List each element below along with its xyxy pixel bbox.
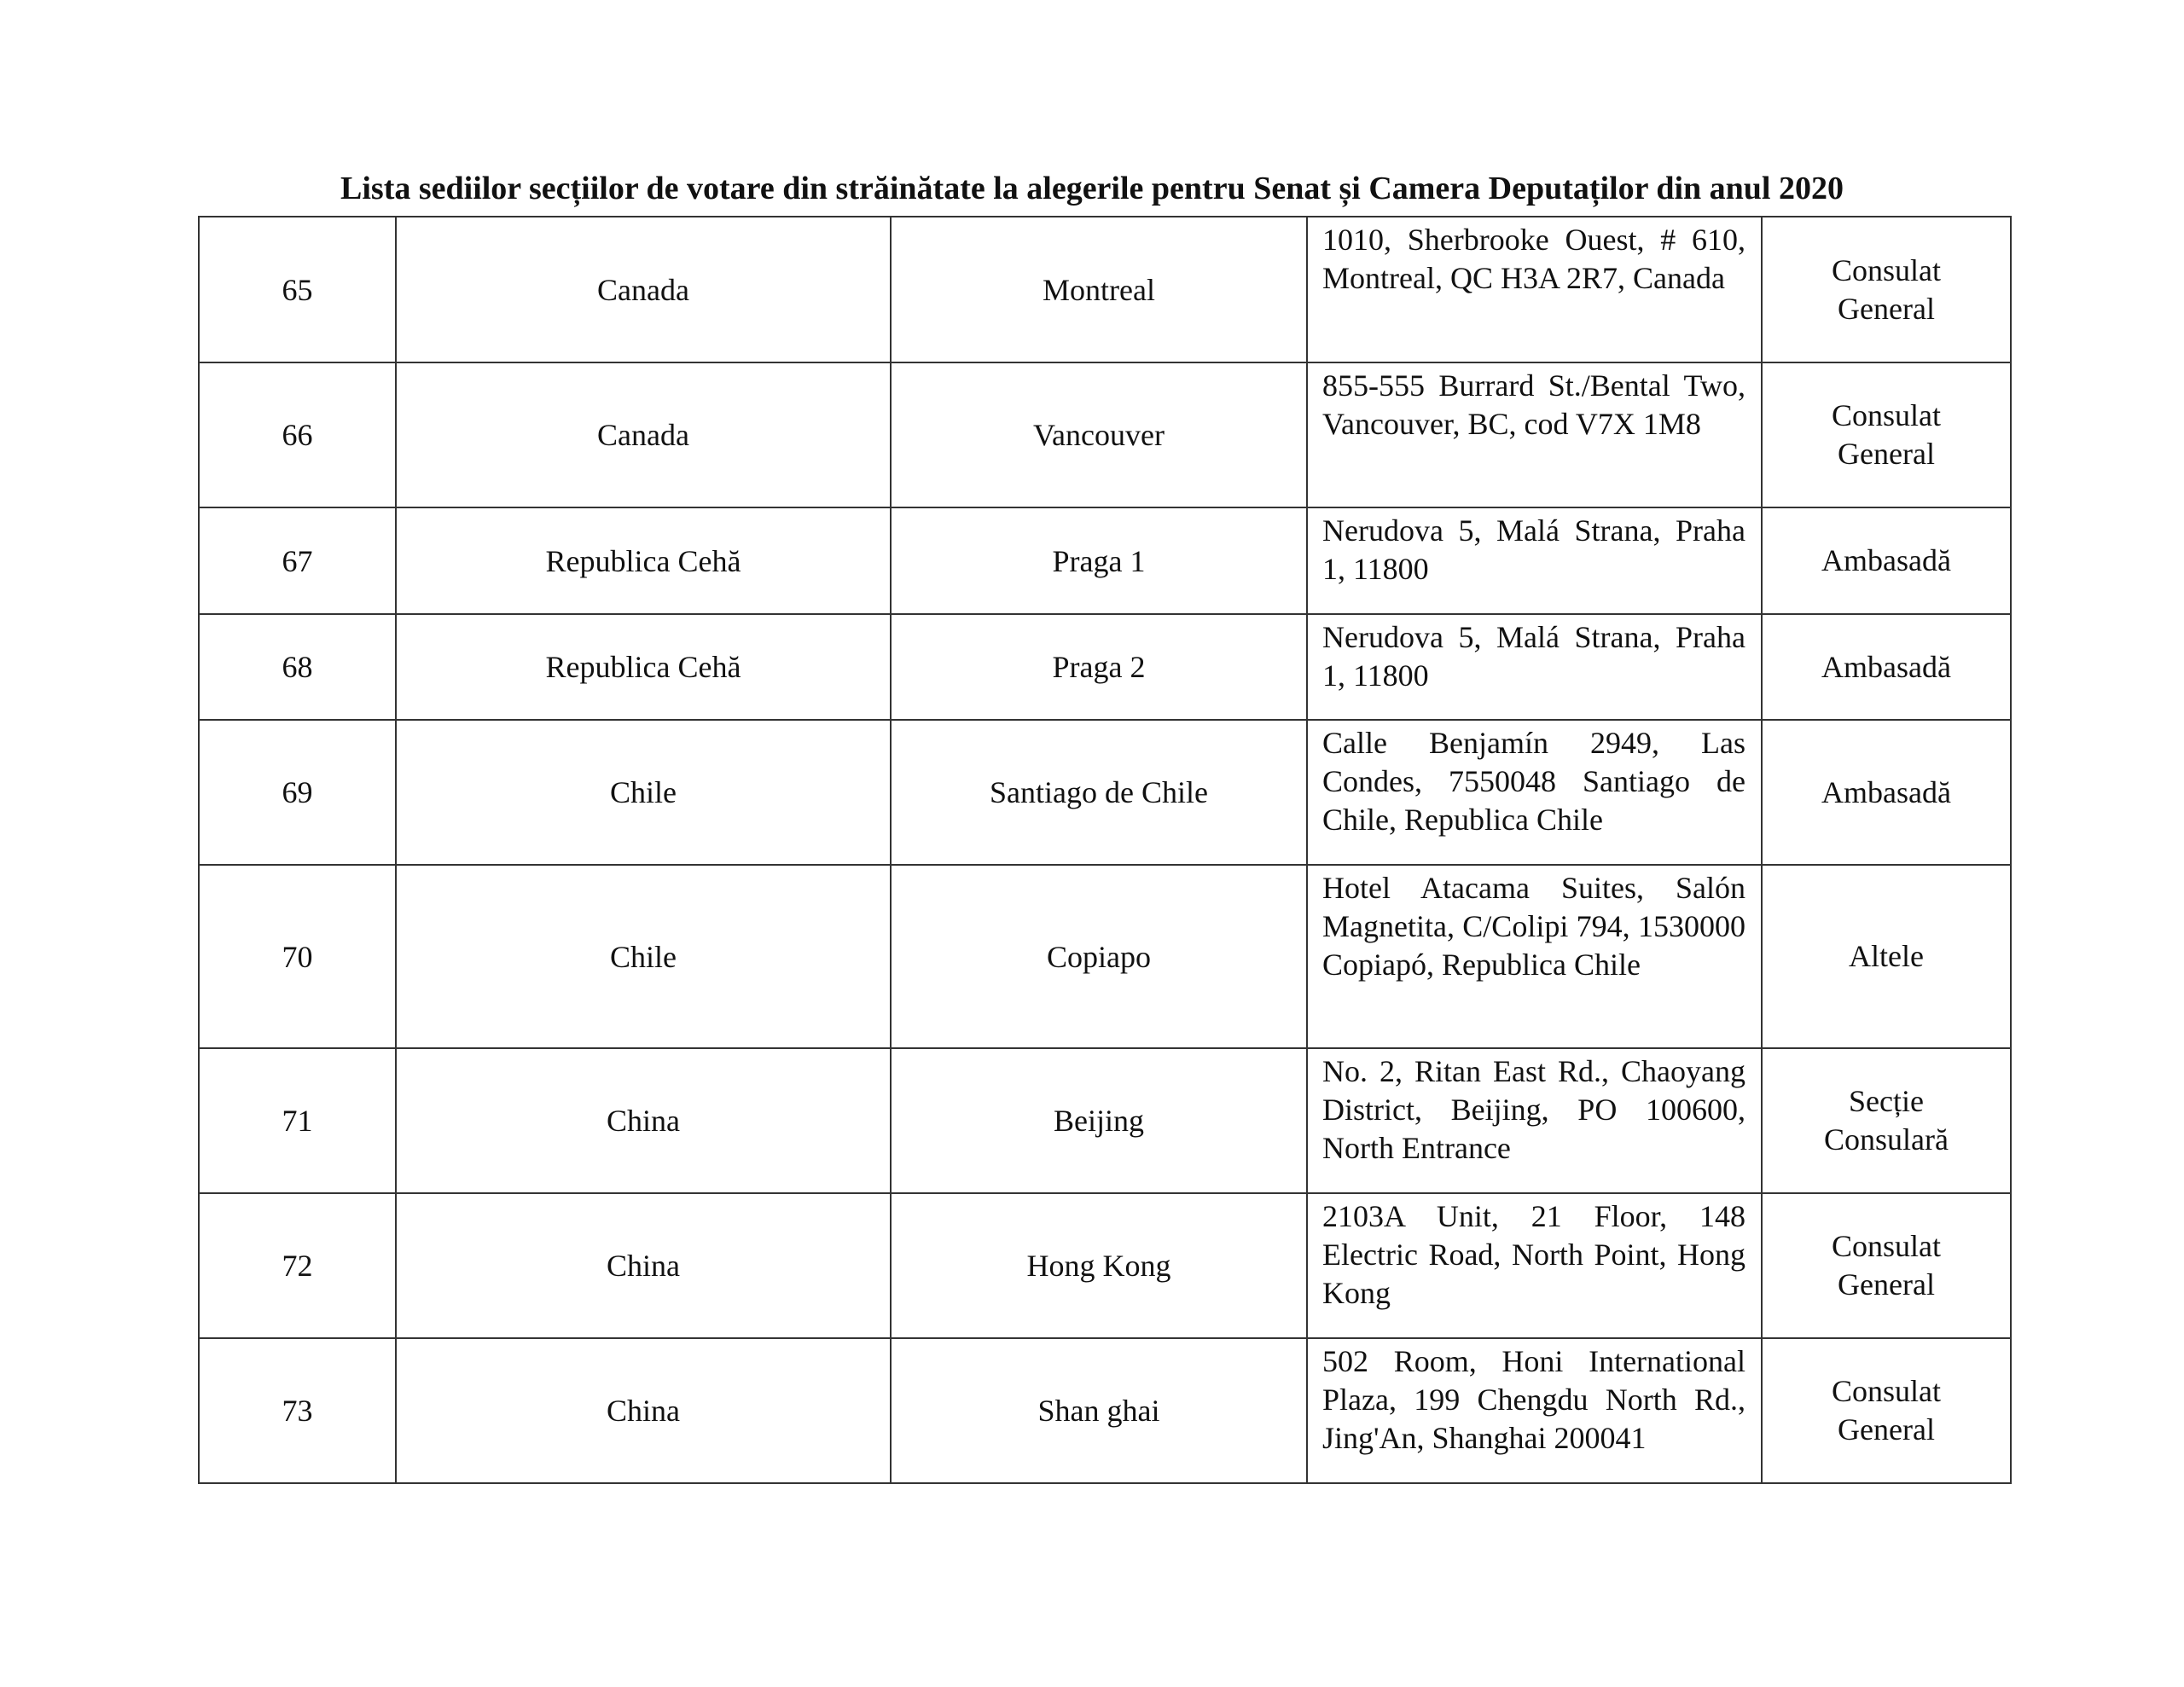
station-type-cell: Ambasadă <box>1762 720 2011 865</box>
row-number-cell: 71 <box>199 1048 396 1193</box>
table-row <box>199 720 2011 865</box>
city-cell: Copiapo <box>891 865 1307 1048</box>
station-type-cell: Consulat General <box>1762 362 2011 507</box>
table-row <box>199 865 2011 1048</box>
city-cell: Praga 2 <box>891 614 1307 720</box>
row-number-cell: 68 <box>199 614 396 720</box>
table-row <box>199 217 2011 362</box>
station-type-cell: Ambasadă <box>1762 614 2011 720</box>
city-cell: Montreal <box>891 217 1307 362</box>
address-cell: Nerudova 5, Malá Strana, Praha 1, 11800 <box>1307 614 1762 720</box>
address-cell: 502 Room, Honi International Plaza, 199 Chengdu North Rd., Jing'An, Shanghai 200041 <box>1307 1338 1762 1483</box>
row-number-cell: 69 <box>199 720 396 865</box>
station-type-cell: Secție Consulară <box>1762 1048 2011 1193</box>
address-cell: 855-555 Burrard St./Bental Two, Vancouver, BC, cod V7X 1M8 <box>1307 362 1762 507</box>
station-type-cell: Consulat General <box>1762 1338 2011 1483</box>
city-cell: Beijing <box>891 1048 1307 1193</box>
city-cell: Hong Kong <box>891 1193 1307 1338</box>
address-cell: 1010, Sherbrooke Ouest, # 610, Montreal, QC H3A 2R7, Canada <box>1307 217 1762 362</box>
address-cell: No. 2, Ritan East Rd., Chaoyang District, Beijing, PO 100600, North Entrance <box>1307 1048 1762 1193</box>
table-row <box>199 507 2011 614</box>
address-cell: 2103A Unit, 21 Floor, 148 Electric Road, North Point, Hong Kong <box>1307 1193 1762 1338</box>
table-row <box>199 614 2011 720</box>
city-cell: Vancouver <box>891 362 1307 507</box>
row-number-cell: 67 <box>199 507 396 614</box>
country-cell: Canada <box>396 217 891 362</box>
country-cell: China <box>396 1338 891 1483</box>
country-cell: Canada <box>396 362 891 507</box>
row-number-cell: 66 <box>199 362 396 507</box>
table-row <box>199 1193 2011 1338</box>
country-cell: Republica Cehă <box>396 614 891 720</box>
station-type-cell: Consulat General <box>1762 217 2011 362</box>
city-cell: Shan ghai <box>891 1338 1307 1483</box>
country-cell: Republica Cehă <box>396 507 891 614</box>
address-cell: Nerudova 5, Malá Strana, Praha 1, 11800 <box>1307 507 1762 614</box>
station-type-cell: Consulat General <box>1762 1193 2011 1338</box>
row-number-cell: 73 <box>199 1338 396 1483</box>
row-number-cell: 70 <box>199 865 396 1048</box>
table-row <box>199 362 2011 507</box>
row-number-cell: 72 <box>199 1193 396 1338</box>
address-cell: Hotel Atacama Suites, Salón Magnetita, C/Colipi 794, 1530000 Copiapó, Republica Chile <box>1307 865 1762 1048</box>
city-cell: Praga 1 <box>891 507 1307 614</box>
table-row <box>199 1048 2011 1193</box>
country-cell: Chile <box>396 865 891 1048</box>
address-cell: Calle Benjamín 2949, Las Condes, 7550048 Santiago de Chile, Republica Chile <box>1307 720 1762 865</box>
station-type-cell: Ambasadă <box>1762 507 2011 614</box>
station-type-cell: Altele <box>1762 865 2011 1048</box>
country-cell: China <box>396 1193 891 1338</box>
row-number-cell: 65 <box>199 217 396 362</box>
country-cell: China <box>396 1048 891 1193</box>
city-cell: Santiago de Chile <box>891 720 1307 865</box>
document-title: Lista sediilor secțiilor de votare din străinătate la alegerile pentru Senat și Camera Deputaților din anul 2020 <box>340 171 1844 206</box>
polling-stations-table <box>198 216 2012 1484</box>
table-row <box>199 1338 2011 1483</box>
country-cell: Chile <box>396 720 891 865</box>
